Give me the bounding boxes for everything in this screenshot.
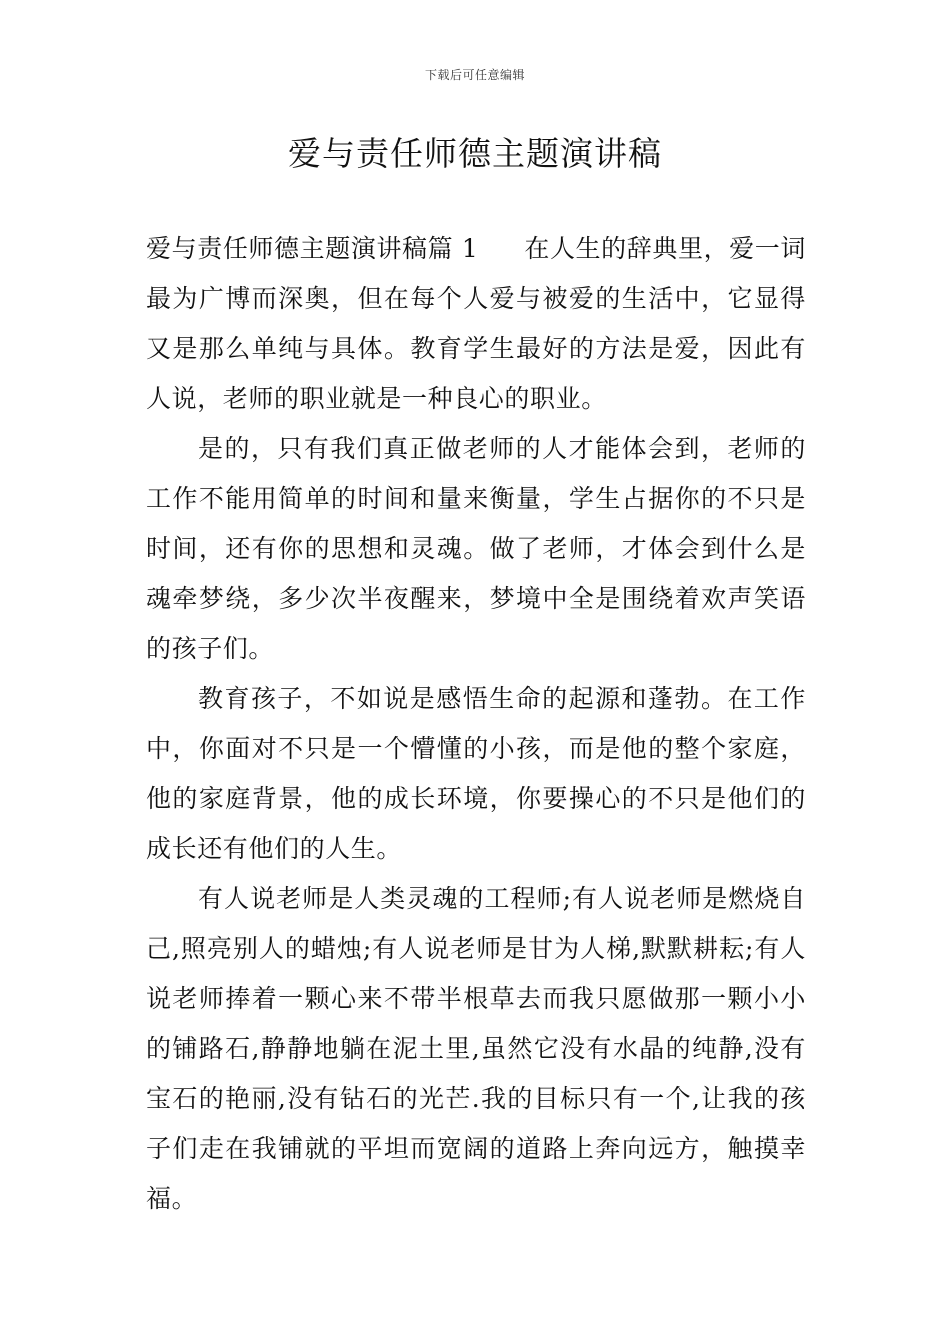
document-title: 爱与责任师德主题演讲稿 <box>288 134 662 173</box>
paragraph-1-text: 在人生的辞典里，爱一词最为广博而深奥，但在每个人爱与被爱的生活中，它显得又是那么单纯与具体。教育学生最好的方法是爱，因此有人说，老师的职业就是一种良心的职业。 <box>146 234 806 413</box>
section-label: 爱与责任师德主题演讲稿篇 1 <box>146 234 479 263</box>
header-note: 下载后可任意编辑 <box>424 68 525 82</box>
document-body <box>146 224 806 1224</box>
paragraph-2: 是的，只有我们真正做老师的人才能体会到，老师的工作不能用简单的时间和量来衡量，学生占据你的不只是时间，还有你的思想和灵魂。做了老师，才体会到什么是魂牵梦绕，多少次半夜醒来，梦境中全是围绕着欢声笑语的孩子们。 <box>146 434 806 663</box>
paragraph-4: 有人说老师是人类灵魂的工程师;有人说老师是燃烧自己,照亮别人的蜡烛;有人说老师是甘为人梯,默默耕耘;有人说老师捧着一颗心来不带半根草去而我只愿做那一颗小小的铺路石,静静地躺在泥土里,虽然它没有水晶的纯静,没有宝石的艳丽,没有钻石的光芒.我的目标只有一个,让我的孩子们走在我铺就的平坦而宽阔的道路上奔向远方，触摸幸福。 <box>146 884 806 1213</box>
paragraph-1 <box>146 224 806 424</box>
paragraph-3: 教育孩子，不如说是感悟生命的起源和蓬勃。在工作中，你面对不只是一个懵懂的小孩，而是他的整个家庭，他的家庭背景，他的成长环境，你要操心的不只是他们的成长还有他们的人生。 <box>146 684 806 863</box>
